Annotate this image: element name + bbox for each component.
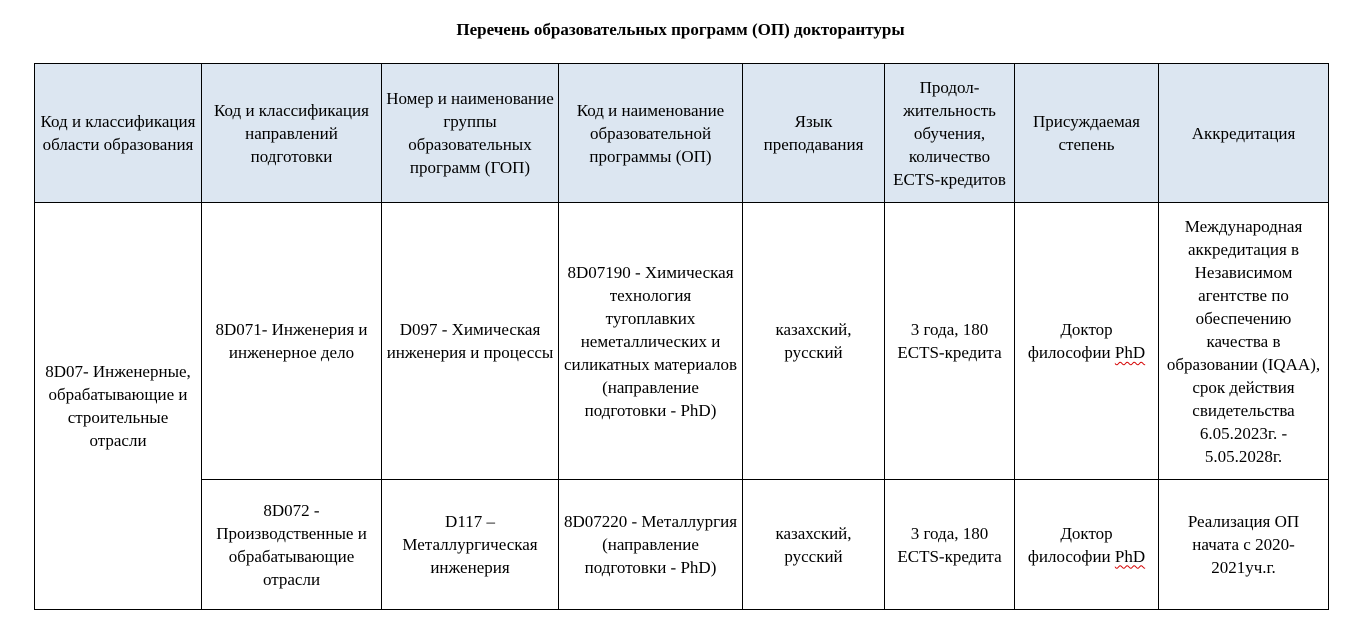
cell-program: 8D07220 - Металлургия (направление подготовки - PhD) bbox=[559, 480, 743, 610]
header-field-code: Код и классификация области образования bbox=[35, 64, 202, 203]
cell-direction: 8D072 - Производственные и обрабатывающие отрасли bbox=[202, 480, 382, 610]
degree-phd: PhD bbox=[1114, 343, 1146, 362]
cell-language: казахский, русский bbox=[743, 480, 885, 610]
table-row bbox=[35, 203, 1329, 480]
degree-phd: PhD bbox=[1114, 546, 1146, 566]
table-header-row bbox=[35, 64, 1329, 203]
programs-table bbox=[34, 63, 1329, 610]
cell-group: D097 - Химическая инженерия и процессы bbox=[382, 203, 559, 480]
degree-text: Доктор философии bbox=[1027, 320, 1113, 362]
cell-language: казахский, русский bbox=[743, 203, 885, 480]
degree-text: Доктор философии bbox=[1027, 523, 1113, 566]
document-title: Перечень образовательных программ (ОП) докторантуры bbox=[456, 20, 905, 39]
cell-group: D117 – Металлургическая инженерия bbox=[382, 480, 559, 610]
header-degree: Присуждаемая степень bbox=[1015, 64, 1159, 203]
cell-field: 8D07- Инженерные, обрабатывающие и строительные отрасли bbox=[35, 203, 202, 610]
cell-duration: 3 года, 180 ECTS-кредита bbox=[885, 203, 1015, 480]
header-language: Язык преподавания bbox=[743, 64, 885, 203]
header-program-group: Номер и наименование группы образовательных программ (ГОП) bbox=[382, 64, 559, 203]
cell-accreditation: Международная аккредитация в Независимом агентстве по обеспечению качества в образовании (IQAA), срок действия свидетельства 6.05.2023г. - 5.05.2028г. bbox=[1159, 203, 1329, 480]
header-program-code: Код и наименование образовательной программы (ОП) bbox=[559, 64, 743, 203]
header-direction-code: Код и классификация направлений подготовки bbox=[202, 64, 382, 203]
cell-degree bbox=[1015, 480, 1159, 610]
header-duration: Продол-жительность обучения, количество ECTS-кредитов bbox=[885, 64, 1015, 203]
table-row bbox=[35, 480, 1329, 610]
cell-accreditation: Реализация ОП начата с 2020-2021уч.г. bbox=[1159, 480, 1329, 610]
cell-duration: 3 года, 180 ECTS-кредита bbox=[885, 480, 1015, 610]
cell-program: 8D07190 - Химическая технология тугоплавких неметаллических и силикатных материалов (направление подготовки - PhD) bbox=[559, 203, 743, 480]
cell-degree bbox=[1015, 203, 1159, 480]
cell-direction: 8D071- Инженерия и инженерное дело bbox=[202, 203, 382, 480]
header-accreditation: Аккредитация bbox=[1159, 64, 1329, 203]
